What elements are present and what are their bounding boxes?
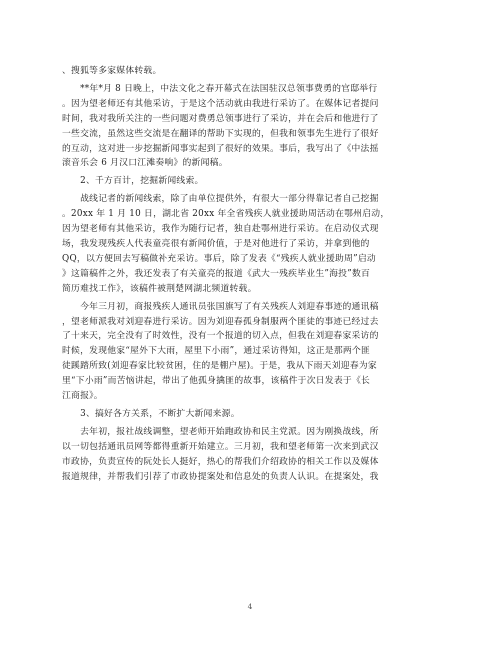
page-number: 4	[247, 602, 253, 611]
text-line: 时候，发现他家“屋外下大雨，屋里下小雨”，通过采访得知，这正是那两个匪	[62, 346, 371, 357]
text-line: 。因为望老师还有其他采访，于是这个活动就由我进行采访了。在媒体记者提问	[62, 98, 379, 109]
text-line: 简历难找工作》，该稿件被荆楚网湖北频道转载。	[62, 283, 257, 294]
text-line: 市政协，负责宣传的阮处长人挺好，热心的帮我们介绍政协的相关工作以及媒体	[62, 456, 379, 467]
text-line: 去年初，报社战线调整，望老师开始跑政协和民主党派。因为刚换战线，所	[62, 426, 379, 437]
text-line: ，望老师派我对刘迎春进行采访。因为刘迎春孤身制服两个匪徒的事迹已经过去	[62, 316, 379, 327]
paragraph	[62, 174, 438, 189]
text-line: 3、搞好各方关系，不断扩大新闻来源。	[62, 408, 240, 419]
text-line: **年*月 8 日晚上，中法文化之春开幕式在法国驻汉总领事费勇的官邸举行	[62, 83, 378, 94]
paragraph	[62, 192, 438, 296]
text-line: 以一切包括通讯员网等都得重新开始建立。三月初，我和望老师第一次来到武汉	[62, 441, 379, 452]
text-line: 场，我发现残疾人代表童亮很有新闻价值，于是对他进行了采访，并拿到他的	[62, 238, 370, 249]
text-line: 报道规律，并帮我们引荐了市政协提案处和信息处的负责人认识。在提案处，我	[62, 471, 379, 482]
document-body	[62, 64, 438, 487]
paragraph	[62, 425, 438, 485]
text-line: 因为望老师有其他采访，我作为随行记者，独自赴鄂州进行采访。在启动仪式现	[62, 224, 379, 235]
paragraph	[62, 64, 438, 79]
text-line: 今年三月初，商报残疾人通讯员张国旗写了有关残疾人刘迎春事迹的通讯稿	[62, 301, 379, 312]
paragraph	[62, 82, 438, 171]
text-line: 、搜狐等多家媒体转载。	[62, 66, 162, 76]
text-line: 徒蹊踏所致(刘迎春家比较贫困，住的是棚户屋)。于是，我从下雨天刘迎春为家	[62, 361, 377, 372]
text-line: 战线记者的新闻线索，除了由单位提供外，有很大一部分得靠记者自己挖掘	[62, 194, 379, 205]
text-line: 时间，我对我所关注的一些问题对费勇总领事进行了采访，并在会后和他进行了	[62, 113, 379, 124]
text-line: 。20xx 年 1 月 10 日，湖北省 20xx 年全省残疾人就业援助周活动在鄂州启动，	[62, 209, 390, 220]
text-line: 的互动，这对进一步挖掘新闻事实起到了很好的效果。事后，我写出了《中法摇	[62, 143, 379, 154]
text-line: 了十来天，完全没有了时效性，没有一个报道的切入点，但我在刘迎春家采访的	[62, 331, 379, 342]
paragraph-gap	[62, 484, 438, 487]
paragraph	[62, 300, 438, 404]
text-line: 一些交流，虽然这些交流是在翻译的帮助下实现的，但我和领事先生进行了很好	[62, 128, 379, 139]
text-line: 2、千方百计，挖掘新闻线索。	[62, 176, 204, 187]
text-line: 江商报》。	[62, 391, 103, 402]
text-line: 》这篇稿件之外，我还发表了有关童亮的报道《武大一残疾毕业生”海投”数百	[62, 268, 371, 279]
text-line: 滚音乐会 6 月汉口江滩奏响》的新闻稿。	[62, 158, 228, 169]
paragraph	[62, 407, 438, 422]
text-line: QQ，以方便回去写稿做补充采访。事后，除了发表《“残疾人就业援助周”启动	[62, 253, 376, 264]
text-line: 里“下小雨”而苦恼讲起，带出了他孤身擒匪的故事，该稿件于次日发表于《长	[62, 376, 371, 387]
